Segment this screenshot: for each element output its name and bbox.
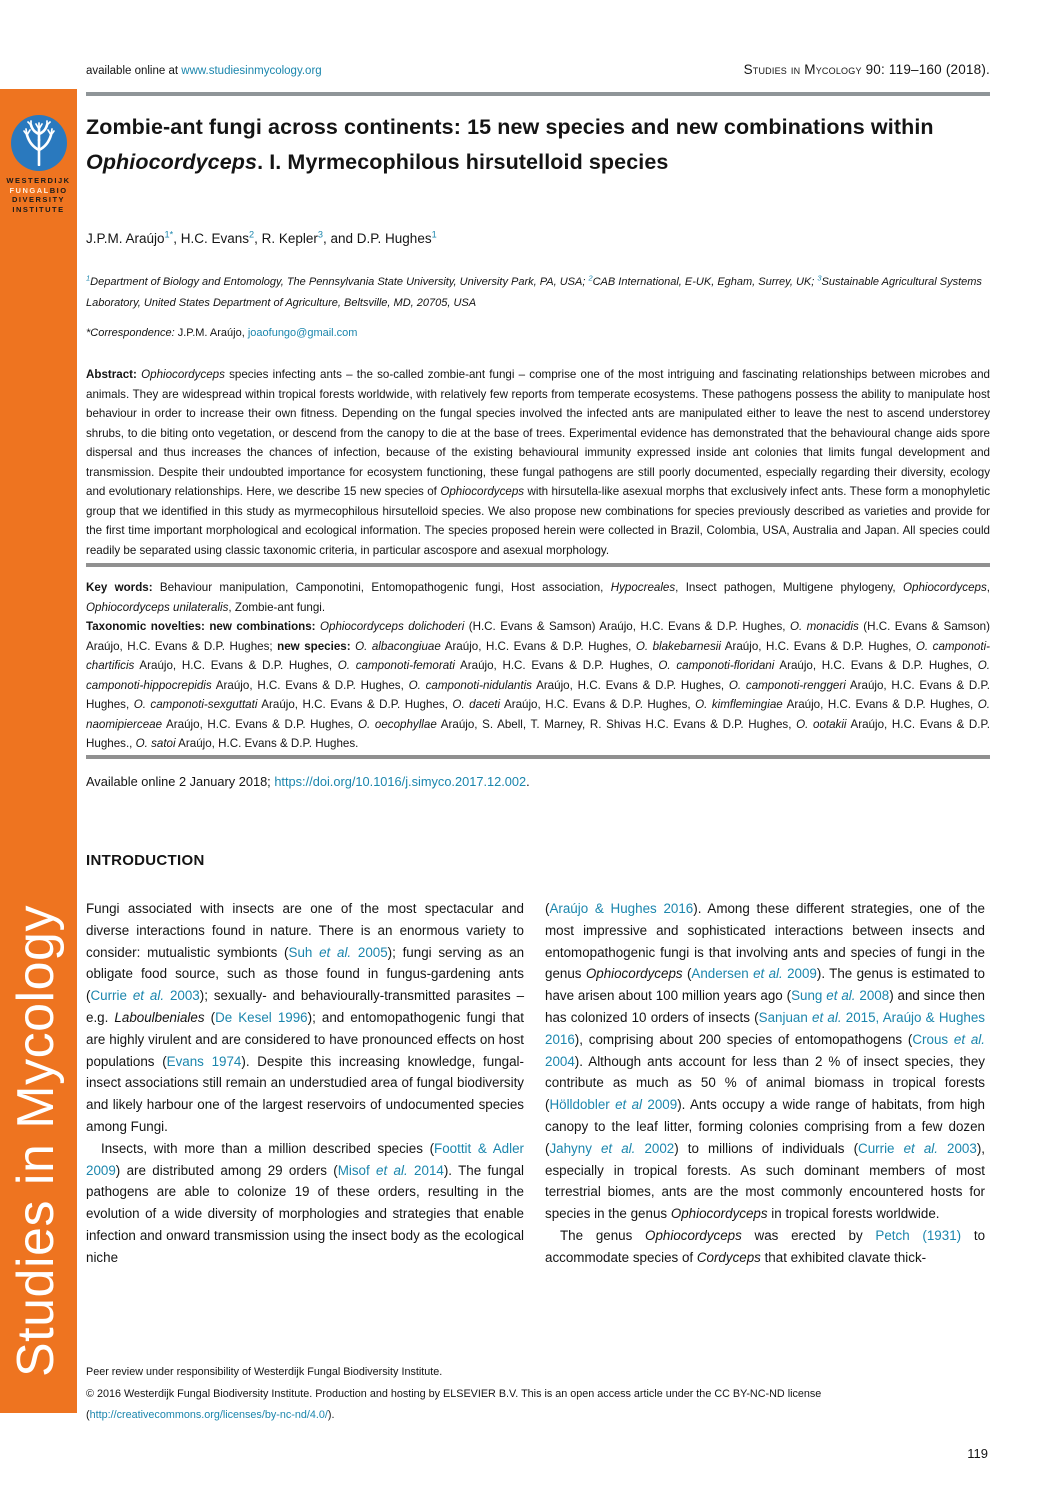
link[interactable]: et al. — [753, 966, 783, 982]
text-segment: ), especially in tropical forests. As such dominant members of most terrestrial biomes, ants are the most commonly encountered hosts for species in the genus — [545, 1140, 986, 1222]
text-segment: ) to millions of individuals ( — [674, 1140, 859, 1156]
link[interactable]: De Kesel 1996 — [215, 1009, 308, 1025]
text-segment: O. camponoti-nidulantis — [408, 678, 532, 692]
link[interactable]: 2015, Araújo & Hughes 2016 — [545, 1009, 985, 1047]
link[interactable]: et al. — [132, 988, 165, 1004]
link[interactable]: Hölldobler — [549, 1097, 616, 1113]
text-segment: with hirsutella-like asexual morphs that exclusively infect ants. These form a monophyletic group that we identified in this study as myrmecophilous hirsutelloid species. We also propose new combinations for species previously described as varieties and provide for the first time important morphological and ecological information. The species proposed herein were collected in Brazil, Colombia, USA, Australia and Japan. All species could readily be separated using classic taxonomic criteria, in particular ascospore and asexual morphology. — [86, 485, 990, 557]
text-segment: O. oecophyllae — [358, 717, 437, 731]
text-segment: Ophiocordyceps unilateralis — [86, 600, 229, 614]
link[interactable]: 2002 — [635, 1140, 675, 1156]
text-segment: ( — [545, 901, 550, 916]
text-segment: ) and since then has colonized 10 orders of insects ( — [545, 988, 985, 1025]
text-segment: Araújo, H.C. Evans & D.P. Hughes., — [86, 717, 990, 750]
link[interactable]: 3 — [317, 229, 323, 240]
header-divider — [86, 92, 990, 96]
introduction-heading: INTRODUCTION — [86, 852, 205, 869]
tree-icon — [18, 120, 60, 166]
author-list — [86, 231, 437, 246]
text-segment: Ophiocordyceps — [440, 485, 525, 498]
journal-reference: Studies in Mycology 90: 119–160 (2018). — [743, 62, 990, 77]
link[interactable]: 1 — [86, 273, 91, 283]
text-segment: O. kimflemingiae — [695, 698, 783, 711]
taxonomic-divider — [86, 755, 990, 759]
link[interactable]: 2005 — [351, 944, 388, 960]
link[interactable]: et al. — [600, 1140, 636, 1156]
link[interactable]: Araújo & Hughes 2016 — [549, 901, 694, 916]
text-segment: O. albacongiuae — [355, 639, 441, 653]
link[interactable]: 1* — [164, 229, 174, 240]
text-segment: Ophiocordyceps — [585, 966, 683, 982]
text-segment: (H.C. Evans & Samson) Araújo, H.C. Evans & D.P. Hughes, — [464, 620, 790, 633]
link[interactable]: et al. — [903, 1140, 938, 1156]
text-segment: O. satoi — [135, 737, 176, 750]
copyright-note — [86, 1384, 990, 1427]
text-segment: Behaviour manipulation, Camponotini, Entomopathogenic fungi, Host association, — [159, 581, 611, 594]
link[interactable]: Currie — [858, 1140, 904, 1156]
text-segment: ); fungi serving as an obligate food source, such as those found in fungus-gardening ants ( — [86, 944, 525, 1004]
text-segment: in tropical forests worldwide. — [767, 1206, 940, 1222]
text-segment: ). The fungal pathogens are able to colonize 19 of these orders, resulting in the evolution of a wide diversity of morphologies and strategies that enable infection and onward transmission using the insect body as the ecological niche — [86, 1162, 525, 1265]
text-segment: ( — [682, 966, 692, 982]
text-segment: Araújo, H.C. Evans & D.P. Hughes, — [86, 678, 990, 711]
westerdijk-logo — [4, 115, 74, 214]
keywords-block — [86, 578, 990, 754]
text-segment: O. monacidis — [789, 620, 859, 633]
text-segment: . I. Myrmecophilous hirsutelloid species — [257, 149, 669, 174]
text-segment: ) are distributed among 29 orders ( — [115, 1162, 338, 1178]
text-segment: Araújo, H.C. Evans & D.P. Hughes, — [500, 698, 696, 711]
available-online-prefix: available online at — [86, 65, 182, 77]
text-segment: Ophiocordyceps — [645, 1227, 742, 1243]
link[interactable]: 2009 — [782, 966, 817, 982]
text-segment: Ophiocordyceps — [902, 581, 987, 594]
link[interactable]: Sanjuan — [758, 1009, 813, 1025]
link[interactable]: Currie — [90, 988, 133, 1004]
peer-review-note: Peer review under responsibility of Westerdijk Fungal Biodiversity Institute. — [86, 1366, 443, 1378]
keywords-divider — [86, 563, 990, 567]
text-segment: Araújo, H.C. Evans & D.P. Hughes, — [782, 698, 978, 711]
text-segment: O. camponoti-sexguttati — [133, 698, 258, 711]
text-segment: O. camponoti-femorati — [337, 659, 455, 672]
text-segment: O. camponoti-renggeri — [728, 678, 846, 692]
text-segment: Sustainable Agricultural Systems Laboratory, United States Department of Agriculture, Beltsville, MD, 20705, USA — [86, 276, 982, 309]
text-segment: O. blakebarnesii — [635, 639, 721, 653]
text-segment: Cordyceps — [696, 1249, 761, 1265]
text-segment: Fungi associated with insects are one of the most spectacular and diverse interactions found in nature. There is an enormous variety to consider: mutualistic symbionts ( — [86, 901, 524, 960]
link[interactable]: et al. — [826, 988, 856, 1004]
text-segment: ), comprising about 200 species of entomopathogens ( — [574, 1031, 913, 1047]
text-segment: Abstract: — [86, 368, 142, 381]
link[interactable]: http://creativecommons.org/licenses/by-nc-nd/4.0/ — [89, 1409, 328, 1421]
article-title — [86, 110, 966, 179]
text-segment: Department of Biology and Entomology, The Pennsylvania State University, University Park, PA, USA; — [90, 276, 589, 288]
text-segment: Araújo, H.C. Evans & D.P. Hughes, — [531, 678, 729, 692]
text-segment: Ophiocordyceps dolichoderi — [319, 620, 465, 633]
intro-paragraph-4 — [545, 1225, 985, 1269]
logo-text-bio: BIO — [49, 185, 68, 195]
link[interactable]: Evans 1974 — [166, 1053, 242, 1069]
text-segment: ). Among these different strategies, one of the most impressive and sophisticated interactions between insects and entomopathogenic fungi is that involving ants and species of fungi in the genus — [545, 901, 985, 982]
text-segment: Key words: — [86, 581, 160, 594]
keywords-paragraph — [86, 578, 990, 617]
text-segment: Ophiocordyceps — [86, 149, 258, 174]
text-segment: Zombie-ant fungi across continents: 15 new species and new combinations within — [86, 115, 934, 139]
journal-website-link[interactable]: www.studiesinmycology.org — [181, 65, 322, 77]
intro-left-column — [86, 898, 524, 1269]
text-segment: (H.C. Evans & Samson) Araújo, H.C. Evans & D.P. Hughes; — [86, 620, 990, 653]
text-segment: Araújo, H.C. Evans & D.P. Hughes. — [175, 737, 359, 750]
text-segment: ). Although ants account for less than 2 % of insect species, they contribute as much as 50 % of animal biomass in tropical forests ( — [545, 1053, 985, 1113]
text-segment: , and D.P. Hughes — [323, 231, 432, 246]
text-segment: species infecting ants – the so-called zombie-ant fungi – comprise one of the most intriguing and fascinating relationships between microbes and animals. They are widespread within tropical forests worldwide, with relatively few reports from temperate ecosystems. These pathogens possess the ability to manipulate host behaviour in order to increase their own fitness. Depending on the fungal species involved the infected ants are manipulated either to leave the nest to ascend understorey shrubs, to die biting onto vegetation, or descend from the canopy to die at the base of trees. Experimental evidence has demonstrated that the behavioural change aids spore dispersal and thus increases the chances of infection, because of the existing behavioural immunity expressed inside ant colonies that limits fungal development and transmission. Despite their undoubted importance for ecosystem functioning, these fungal pathogens are still poorly documented, especially regarding their diversity, ecology and evolutionary relationships. Here, we describe 15 new species of — [86, 368, 990, 498]
text-segment: that exhibited clavate thick- — [760, 1249, 927, 1265]
header-available-online — [86, 65, 322, 77]
text-segment: was erected by — [741, 1227, 876, 1243]
text-segment: Ophiocordyceps — [141, 368, 225, 381]
link[interactable]: 2009 — [642, 1097, 678, 1113]
abstract-paragraph — [86, 365, 990, 560]
logo-text-westerdijk: WESTERDIJK — [6, 176, 71, 185]
text-segment: Hypocreales — [610, 581, 676, 594]
text-segment: , R. Kepler — [254, 231, 318, 246]
correspondence-line — [86, 327, 357, 339]
text-segment: Laboulbeniales — [114, 1009, 205, 1025]
link[interactable]: et al — [615, 1097, 643, 1113]
link[interactable]: Petch (1931) — [875, 1227, 962, 1243]
text-segment: Ophiocordyceps — [670, 1206, 768, 1222]
affiliations — [86, 272, 990, 314]
text-segment: ). — [327, 1409, 335, 1421]
text-segment: Araújo, H.C. Evans & D.P. Hughes, — [257, 698, 453, 711]
link[interactable]: Jahyny — [549, 1140, 601, 1156]
intro-paragraph-3 — [545, 898, 985, 1225]
link[interactable]: et al. — [812, 1009, 842, 1025]
text-segment: The genus — [560, 1227, 646, 1243]
link[interactable]: Foottit & Adler 2009 — [86, 1140, 524, 1178]
logo-circle — [11, 115, 67, 171]
link[interactable]: et al. — [953, 1031, 985, 1047]
text-segment: ). Ants occupy a wide range of habitats, from high canopy to the leaf litter, forming colonies comprising from a few dozen ( — [545, 1097, 986, 1156]
intro-right-column — [545, 898, 985, 1269]
link[interactable]: 2003 — [164, 988, 200, 1004]
text-segment: © 2016 Westerdijk Fungal Biodiversity Institute. Production and hosting by ELSEVIER B.V. This is an open access article under the CC BY-NC-ND license ( — [86, 1387, 822, 1421]
text-segment: Araújo, H.C. Evans & D.P. Hughes, — [774, 659, 978, 672]
text-segment: Taxonomic novelties: new combinations: — [86, 620, 320, 633]
intro-paragraph-1 — [86, 898, 524, 1138]
text-segment: ); and entomopathogenic fungi that are highly virulent and are considered to have pronounced effects on host populations ( — [86, 1009, 525, 1069]
text-segment: CAB International, E-UK, Egham, Surrey, UK; — [592, 276, 818, 288]
link[interactable]: 2 — [249, 229, 255, 240]
text-segment: O. camponoti-floridani — [658, 659, 775, 672]
logo-text-fungalbio — [4, 186, 74, 196]
text-segment: to accommodate species of — [545, 1227, 986, 1265]
page-footer — [86, 1362, 990, 1427]
text-segment: ( — [204, 1009, 216, 1025]
link[interactable]: Andersen — [691, 966, 754, 982]
text-segment: *Correspondence: — [86, 327, 178, 339]
text-segment: Araújo, H.C. Evans & D.P. Hughes, — [162, 717, 359, 731]
text-segment: Araújo, H.C. Evans & D.P. Hughes, — [440, 639, 636, 653]
text-segment: , H.C. Evans — [173, 231, 249, 246]
text-segment: O. camponoti-chartificis — [86, 639, 990, 672]
link[interactable]: Sung — [791, 988, 827, 1004]
link[interactable]: 2014 — [407, 1162, 444, 1178]
link[interactable]: 2008 — [855, 988, 890, 1004]
link[interactable]: 2004 — [545, 1053, 575, 1069]
text-segment: Araújo, H.C. Evans & D.P. Hughes, — [211, 678, 409, 692]
text-segment: Araújo, H.C. Evans & D.P. Hughes, — [134, 659, 338, 672]
text-segment: new species: — [277, 639, 356, 653]
logo-text-fungal: FUNGAL — [9, 185, 50, 195]
link[interactable]: https://doi.org/10.1016/j.simyco.2017.12.002 — [274, 774, 527, 789]
text-segment: , Insect pathogen, Multigene phylogeny, — [675, 581, 903, 594]
journal-vertical-title: Studies in Mycology — [7, 905, 65, 1377]
text-segment: ); sexually- and behaviourally-transmitted parasites – e.g. — [86, 988, 525, 1025]
available-online-line — [86, 774, 530, 789]
logo-text-institute: INSTITUTE — [12, 204, 65, 214]
text-segment: O. naomipierceae — [86, 698, 990, 731]
text-segment: ). The genus is estimated to have arisen about 100 million years ago ( — [545, 966, 985, 1004]
text-segment: Insects, with more than a million described species ( — [101, 1140, 435, 1156]
taxonomic-novelties-paragraph — [86, 617, 990, 754]
text-segment: , — [986, 581, 990, 594]
text-segment: . — [526, 774, 530, 789]
intro-paragraph-2 — [86, 1138, 524, 1269]
text-segment: O. camponoti-hippocrepidis — [86, 659, 990, 692]
link[interactable]: 2 — [588, 273, 593, 283]
text-segment: , Zombie-ant fungi. — [228, 600, 326, 614]
text-segment: Araújo, S. Abell, T. Marney, R. Shivas H.C. Evans & D.P. Hughes, — [436, 717, 797, 731]
link[interactable]: Misof — [337, 1162, 377, 1178]
text-segment: J.P.M. Araújo — [86, 231, 165, 246]
journal-sidebar — [0, 89, 77, 1413]
link[interactable]: joaofungo@gmail.com — [247, 327, 358, 339]
text-segment: Araújo, H.C. Evans & D.P. Hughes, — [454, 659, 659, 672]
page-number: 119 — [967, 1446, 988, 1461]
text-segment: Available online 2 January 2018; — [86, 774, 275, 789]
text-segment: J.P.M. Araújo, — [177, 327, 248, 339]
link[interactable]: 3 — [817, 273, 822, 283]
link[interactable]: 2003 — [937, 1140, 977, 1156]
link[interactable]: et al. — [376, 1162, 408, 1178]
text-segment: Araújo, H.C. Evans & D.P. Hughes, — [720, 639, 916, 653]
link[interactable]: et al. — [319, 944, 352, 960]
link[interactable]: Suh — [288, 944, 320, 960]
link[interactable]: 1 — [431, 229, 437, 240]
text-segment: O. daceti — [452, 698, 501, 711]
logo-text-diversity: DIVERSITY — [11, 195, 66, 205]
text-segment: O. ootakii — [796, 717, 847, 731]
link[interactable]: Crous — [912, 1031, 954, 1047]
text-segment: ). Despite this increasing knowledge, fungal-insect associations still remain an understudied area of fungal biodiversity and likely harbour one of the largest reservoirs of undocumented species among Fungi. — [86, 1053, 524, 1134]
